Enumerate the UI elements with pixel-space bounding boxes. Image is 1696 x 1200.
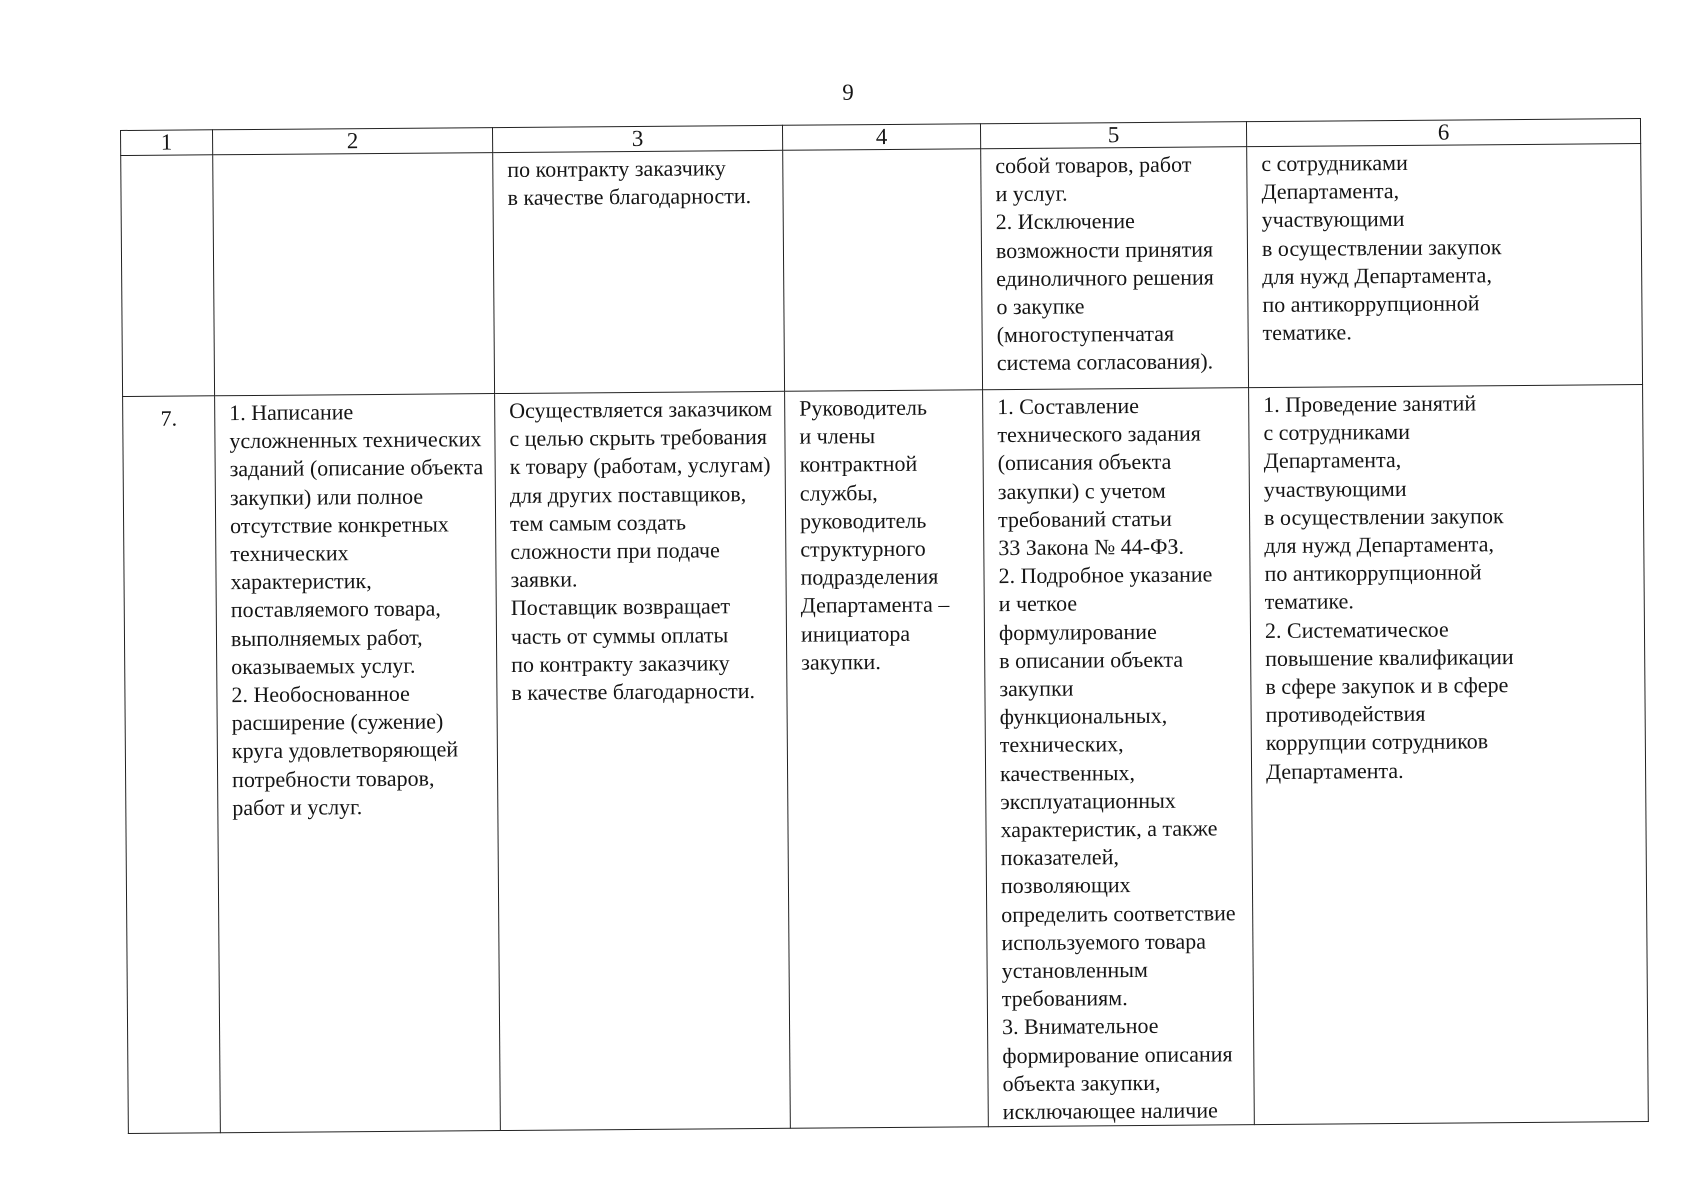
minimization-measures-cell: 1. Составление технического задания (описания объекта закупки) с учетом требований статьи 33 Закона № 44-ФЗ. 2. Подробное указание и четкое формулирование в описании объекта закупки функциональных, технических, качественных, эксплуатационных характеристик, а также показателей, позволяющих определить соответствие используемого товара установленным требованиям. 3. Внимательное формирование описания объекта закупки, исключающее наличие: [983, 388, 1255, 1127]
minimization-measures-cell: собой товаров, работ и услуг. 2. Исключение возможности принятия единоличного решения о закупке (многоступенчатая система согласования).: [981, 147, 1249, 390]
prevention-measures-cell: с сотрудниками Департамента, участвующими в осуществлении закупок для нужд Департамента, по антикоррупционной тематике.: [1247, 144, 1643, 388]
column-header-4: 4: [782, 124, 980, 151]
table-row: [121, 144, 1643, 397]
responsible-positions-cell: [783, 149, 983, 392]
prevention-measures-cell: 1. Проведение занятий с сотрудниками Департамента, участвующими в осуществлении закупок для нужд Департамента, по антикоррупционной тематике. 2. Систематическое повышение квалификации в сфере закупок и в сфере противодействия коррупции сотрудников Департамента.: [1249, 385, 1649, 1125]
corruption-risk-table: [120, 118, 1649, 1134]
responsible-positions-cell: Руководитель и члены контрактной службы, руководитель структурного подразделения Департамента – инициатора закупки.: [785, 390, 989, 1129]
column-header-1: 1: [121, 130, 213, 156]
risk-description-cell: 1. Написание усложненных технических заданий (описание объекта закупки) или полное отсутствие конкретных технических характеристик, поставляемого товара, выполняемых работ, оказываемых услуг. 2. Необоснованное расширение (сужение) круга удовлетворяющей потребности товаров, работ и услуг.: [215, 394, 501, 1133]
risk-scheme-cell: по контракту заказчику в качестве благодарности.: [493, 150, 785, 393]
column-header-5: 5: [980, 122, 1246, 149]
column-header-2: 2: [213, 128, 493, 155]
risk-description-cell: [213, 153, 495, 396]
table-row: [123, 385, 1649, 1134]
column-header-3: 3: [492, 125, 782, 152]
page-number: 9: [842, 80, 854, 105]
row-number-cell: 7.: [123, 396, 221, 1134]
row-number-cell: [121, 155, 215, 397]
risk-scheme-cell: Осуществляется заказчиком с целью скрыть требования к товару (работам, услугам) для других поставщиков, тем самым создать сложности при подаче заявки. Поставщик возвращает часть от суммы оплаты по контракту заказчику в качестве благодарности.: [495, 391, 791, 1131]
column-header-6: 6: [1246, 119, 1640, 147]
risk-table-container: [120, 118, 1648, 1126]
